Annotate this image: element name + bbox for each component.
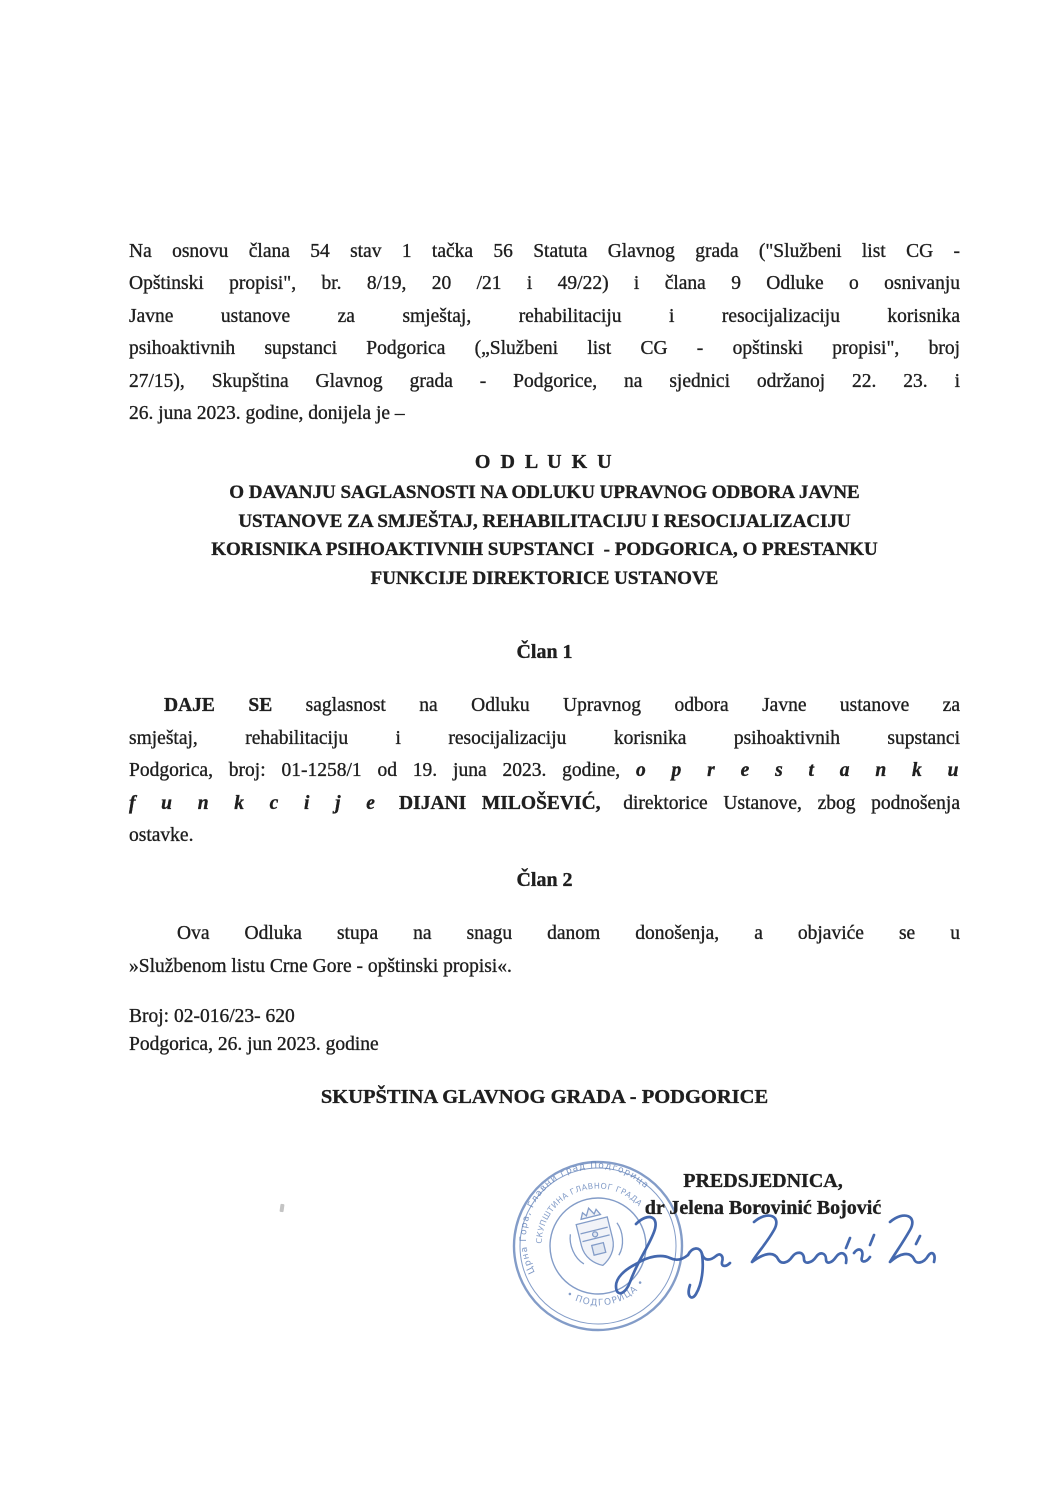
emphasized-spaced-text: f u n k c i j e (129, 792, 377, 814)
decision-word-heading: O D L U K U (474, 451, 615, 473)
preamble-line: psihoaktivnih supstanci Podgorica („Službeni list CG - opštinski propisi", broj (129, 338, 960, 360)
signer-title: PREDSJEDNICA, (683, 1170, 843, 1192)
daje-se-bold: DAJE SE (164, 695, 273, 716)
article-1-line: f u n k c i j e DIJANI MILOŠEVIĆ, direktorice Ustanove, zbog podnošenja (129, 792, 960, 814)
article-1-line: ostavke. (129, 825, 194, 846)
emphasized-spaced-text: o p r e s t a n k u (635, 760, 960, 781)
decision-title-line: FUNKCIJE DIREKTORICE USTANOVE (370, 567, 719, 589)
article-2-line: »Službenom listu Crne Gore - opštinski propisi«. (129, 955, 512, 977)
article-2-heading: Član 2 (516, 869, 573, 891)
place-date-line: Podgorica, 26. jun 2023. godine (129, 1033, 379, 1055)
assembly-name-line: SKUPŠTINA GLAVNOG GRADA - PODGORICE (320, 1086, 769, 1108)
article-1-line: DAJE SE saglasnost na Odluku Upravnog odbora Javne ustanove za (164, 695, 960, 716)
preamble-line: Na osnovu člana 54 stav 1 tačka 56 Statuta Glavnog grada ("Službeni list CG - (129, 241, 960, 262)
article-2-paragraph (129, 918, 960, 983)
preamble-paragraph (129, 236, 960, 430)
scan-artifact-speck (279, 1204, 284, 1212)
preamble-line: 27/15), Skupština Glavnog grada - Podgorice, na sjednici održanoj 22. 23. i (129, 370, 960, 392)
handwritten-signature (602, 1208, 938, 1308)
decision-title-line: O DAVANJU SAGLASNOSTI NA ODLUKU UPRAVNOG ODBORA JAVNE (229, 482, 860, 503)
reference-block (129, 1003, 729, 1058)
decision-title (129, 479, 960, 593)
stamp-inner-text: СКУПШТИНА ГЛАВНОГ ГРАДА (534, 1181, 645, 1244)
article-1-paragraph (129, 690, 960, 853)
article-1-line: smještaj, rehabilitaciju i resocijalizaciju korisnika psihoaktivnih supstanci (129, 727, 960, 749)
document-number-line: Broj: 02-016/23- 620 (129, 1006, 295, 1027)
decision-title-line: USTANOVE ZA SMJEŠTAJ, REHABILITACIJU I RESOCIJALIZACIJU (238, 510, 851, 532)
signature-ink-graphic (602, 1208, 938, 1308)
preamble-line: 26. juna 2023. godine, donijela je – (129, 403, 405, 425)
article-1-line: Podgorica, broj: 01-1258/1 od 19. juna 2023. godine, o p r e s t a n k u (129, 760, 960, 781)
preamble-line: Javne ustanove za smještaj, rehabilitaciju i resocijalizaciju korisnika (129, 305, 960, 327)
article-1-heading: Član 1 (516, 641, 573, 663)
director-name-bold: DIJANI MILOŠEVIĆ, (383, 792, 601, 814)
stamp-bottom-text: • ПОДГОРИЦА • (564, 1277, 648, 1309)
stamp-outer-text: Црна Гора, Главни град Подгорица (518, 1160, 651, 1276)
article-2-line: Ova Odluka stupa na snagu danom donošenja, a objaviće se u (177, 923, 960, 944)
preamble-line: Opštinski propisi", br. 8/19, 20 /21 i 49/22) i člana 9 Odluke o osnivanju (129, 273, 960, 295)
decision-title-line: KORISNIKA PSIHOAKTIVNIH SUPSTANCI - PODGORICA, O PRESTANKU (211, 539, 878, 561)
signer-name: dr Jelena Borovinić Bojović (644, 1197, 882, 1219)
